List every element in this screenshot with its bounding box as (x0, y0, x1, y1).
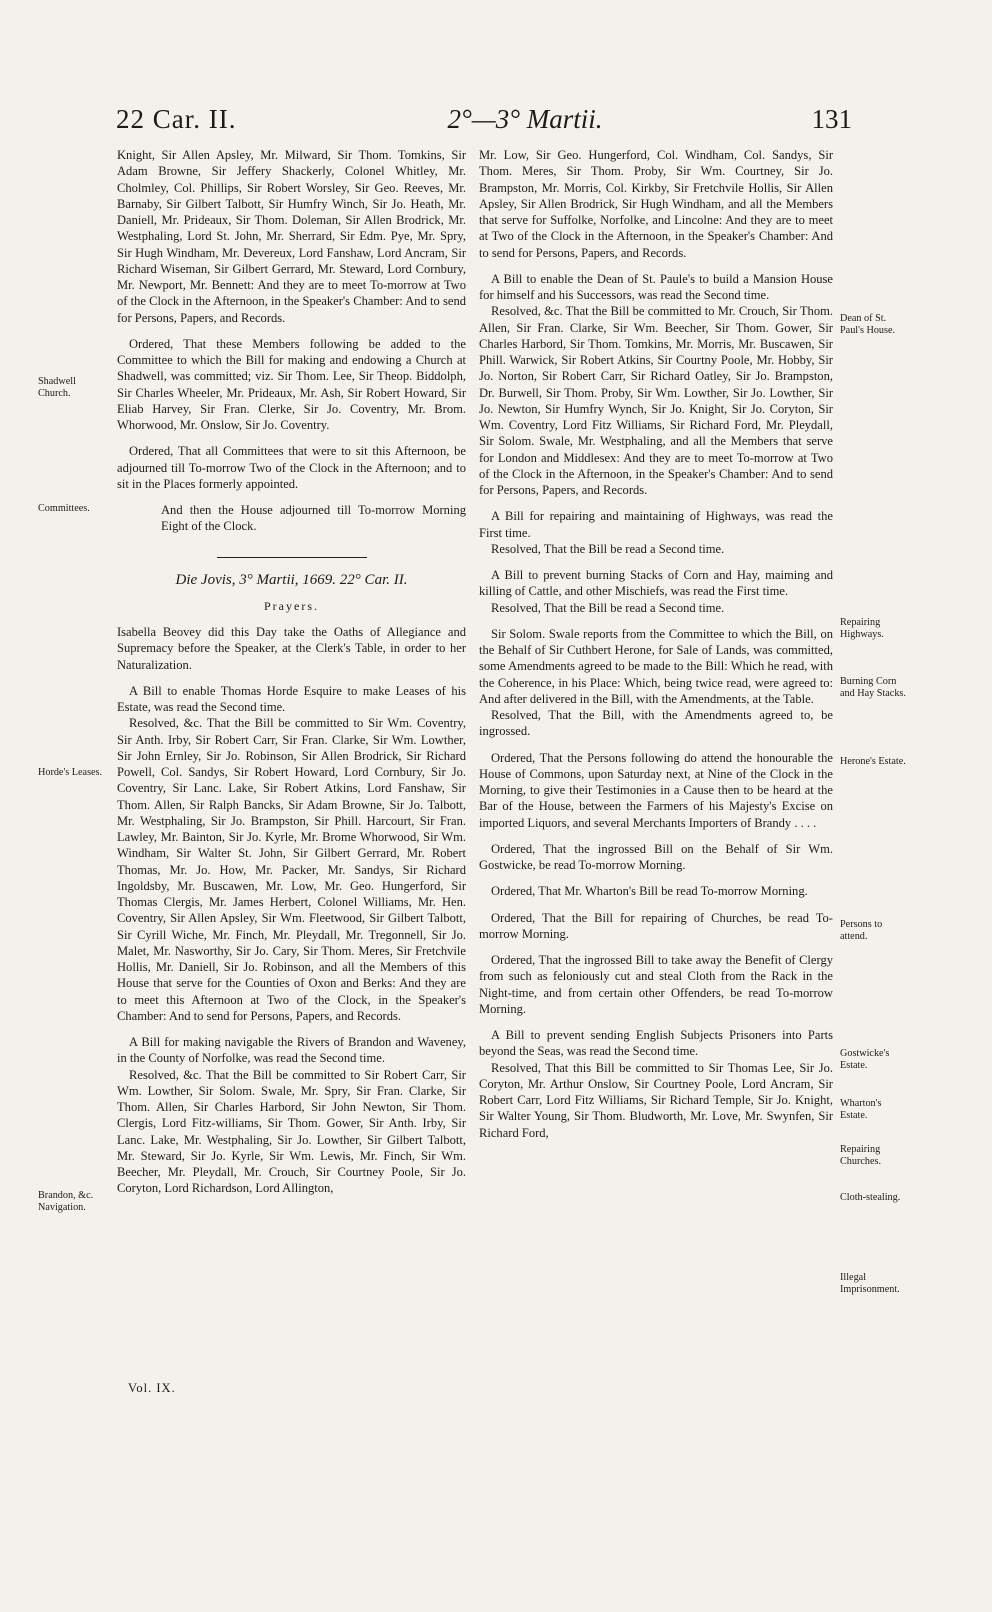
burning-bill: A Bill to prevent burning Stacks of Corn and Hay, maiming and killing of Cattle, and other Mischiefs, was read the First time. (479, 568, 833, 599)
horde-resolution: Resolved, &c. That the Bill be committed to Sir Wm. Coventry, Sir Anth. Irby, Sir Robert Carr, Sir Fran. Clarke, Sir Wm. Lowther, Sir John Ernley, Sir Jo. Robinson, Sir Allen Brodrick, Sir Richard Powell, Col. Sandys, Sir Robert Howard, Lord Cornbury, Sir Jo. Coventry, Sir Lanc. Lake, Sir Robert Atkins, Lord Fanshaw, Sir Thom. Allen, Sir Ralph Bancks, Sir Adam Browne, Sir Jo. Talbott, Mr. Westphaling, Sir Jo. Brampston, Sir Phill. Harcourt, Sir Fran. Lawley, Mr. Bainton, Sir Jo. Kyrle, Mr. Brome Whorwood, Sir Wm. Windham, Sir Walter St. John, Sir Gilbert Gerrard, Mr. Robert Thomas, Mr. Jo. How, Mr. Packer, Mr. Sandys, Sir Richard Ingoldsby, Mr. Buscawen, Mr. Low, Mr. Geo. Hungerford, Sir Thomas Clergis, Mr. James Herbert, Colonel Williams, Mr. Hen. Coventry, Sir Allen Apsley, Sir Wm. Fleetwood, Sir Gilbert Talbott, Sir Cyrill Wiche, Mr. Finch, Mr. Pleydall, Mr. Tregonnell, Sir Jo. Malet, Mr. Nasworthy, Sir Jo. Cary, Sir Thom. Meres, Sir Fretchvile Hollis, Mr. Daniell, Sir Jo. Robinson, and all the Members of this House that serve for the Counties of Oxon and Berks: And they are to meet this Afternoon at Two of the Clock, in the Speaker's Chamber: And to send for Persons, Papers, and Records. (117, 716, 466, 1023)
adjournment: And then the House adjourned till To-morrow Morning Eight of the Clock. (161, 503, 466, 534)
highways-resolution: Resolved, That the Bill be read a Second time. (491, 541, 725, 556)
dean-resolution: Resolved, &c. That the Bill be committed to Mr. Crouch, Sir Thom. Allen, Sir Fran. Clarke, Sir Wm. Beecher, Sir Thom. Gower, Sir Charles Harbord, Sir Thom. Tomkins, Mr. Morris, Mr. Buscawen, Sir Phill. Warwick, Sir Robert Atkins, Sir Courtny Poole, Mr. Hobby, Sir Jo. Norton, Sir Robert Carr, Sir Richard Oatley, Sir Jo. Brampston, Dr. Burwell, Sir Thom. Proby, Sir Wm. Lowther, Sir Jo. Lowther, Sir Jo. Newton, Sir Humfry Wynch, Sir Jo. Knight, Sir Jo. Coryton, Sir Wm. Coventry, Lord Fitz Williams, Sir Richard Ford, Mr. Pleydall, Sir Solom. Swale, Mr. Westphaling, and all the Members that serve for London and Middlesex: And they are to meet To-morrow at Two of the Clock in the Afternoon, in the Speaker's Chamber: And to send for Persons, Papers, and Records. (479, 304, 833, 497)
volume-signature: Vol. IX. (128, 1381, 176, 1395)
cloth-order: Ordered, That the ingrossed Bill to take away the Benefit of Clergy from such as feloniously cut and steal Cloth from the Rack in the Night-time, and from certain other Offenders, be read To-morrow Morning. (479, 953, 833, 1016)
section-rule (217, 557, 367, 558)
left-column (117, 147, 466, 1197)
running-head-reign: 22 Car. II. (116, 104, 237, 134)
churches-order: Ordered, That the Bill for repairing of Churches, be read To-morrow Morning. (479, 910, 833, 941)
imprisonment-bill: A Bill to prevent sending English Subjects Prisoners into Parts beyond the Seas, was read the Second time. (479, 1028, 833, 1059)
margin-note-herone: Herone's Estate. (840, 756, 906, 767)
prayers-heading: Prayers. (264, 598, 319, 613)
dean-bill: A Bill to enable the Dean of St. Paule's to build a Mansion House for himself and his Successors, was read the Second time. (479, 271, 833, 302)
margin-note-horde: Horde's Leases. (38, 767, 103, 778)
gostwicke-order: Ordered, That the ingrossed Bill on the Behalf of Sir Wm. Gostwicke, be read To-morrow Morning. (479, 841, 833, 872)
brandon-resolution: Resolved, &c. That the Bill be committed to Sir Robert Carr, Sir Wm. Lowther, Sir Solom. Swale, Mr. Spry, Sir Fran. Clarke, Sir Thom. Allen, Sir Charles Harbord, Sir John Newton, Sir Thom. Clergis, Lord Fitz-williams, Sir Thom. Gower, Sir Anth. Irby, Sir Lanc. Lake, Mr. Westphaling, Sir Jo. Lowther, Sir Gilbert Talbott, Mr. Steward, Sir Jo. Kyrle, Sir Wm. Lewis, Mr. Finch, Sir Wm. Beecher, Mr. Pleydall, Mr. Crouch, Sir Courtney Poole, Sir Jo. Coryton, Lord Richardson, Lord Allington, (117, 1067, 466, 1196)
persons-order: Ordered, That the Persons following do attend the honourable the House of Commons, upon Saturday next, at Nine of the Clock in the Morning, to give their Testimonies in a Cause then to be heard at the Bar of the House, between the Farmers of his Majesty's Excise on imported Liquors, and several Merchants Importers of Brandy . . . . (479, 750, 833, 830)
margin-note-wharton: Wharton's Estate. (840, 1098, 882, 1121)
margin-note-shadwell: Shadwell Church. (38, 376, 76, 399)
margin-note-gostwicke: Gostwicke's Estate. (840, 1048, 890, 1071)
margin-note-brandon: Brandon, &c. Navigation. (38, 1190, 94, 1213)
herone-report: Sir Solom. Swale reports from the Committee to which the Bill, on the Behalf of Sir Cuthbert Herone, for Sale of Lands, was committed, some Amendments agreed to be made to the Bill: Which he read, with the Coherence, in his Place: Which, being twice read, were agreed to: And after delivered in the Bill, with the Amendments, at the Table. (479, 626, 833, 706)
margin-note-burning: Burning Corn and Hay Stacks. (840, 676, 906, 699)
wharton-order: Ordered, That Mr. Wharton's Bill be read To-morrow Morning. (491, 884, 808, 899)
day-heading: Die Jovis, 3° Martii, 1669. 22° Car. II. (175, 571, 408, 588)
page-header (0, 104, 992, 146)
shadwell-order: Ordered, That these Members following be added to the Committee to which the Bill for making and endowing a Church at Shadwell, was committed; viz. Sir Thom. Lee, Sir Theop. Biddolph, Sir Charles Wheeler, Mr. Prideaux, Mr. Ash, Sir Robert Howard, Sir Eliab Harvey, Sir Fran. Clerke, Sir Jo. Coventry, Mr. Brom. Whorwood, Mr. Onslow, Sir Jo. Coventry. (117, 336, 466, 432)
naturalization-entry: Isabella Beovey did this Day take the Oaths of Allegiance and Supremacy before the Speaker, at the Clerk's Table, in order to her Naturalization. (117, 625, 466, 672)
margin-note-churches: Repairing Churches. (840, 1144, 882, 1167)
margin-note-highways: Repairing Highways. (840, 617, 884, 640)
brandon-bill: A Bill for making navigable the Rivers of Brandon and Waveney, in the County of Norfolke, was read the Second time. (117, 1035, 466, 1066)
page-number: 131 (811, 104, 852, 134)
margin-note-committees: Committees. (38, 503, 90, 514)
margin-note-persons: Persons to attend. (840, 919, 883, 942)
committee-list-continued: Knight, Sir Allen Apsley, Mr. Milward, Sir Thom. Tomkins, Sir Adam Browne, Sir Jeffery Shackerly, Colonel Whitley, Mr. Cholmley, Col. Phillips, Sir Robert Worsley, Sir Geo. Reeves, Mr. Barnaby, Sir Gilbert Talbott, Sir Humfry Winch, Sir Jo. Heath, Mr. Daniell, Mr. Prideaux, Sir Thom. Doleman, Sir Allen Brodrick, Mr. Westphaling, Lord St. John, Mr. Sherrard, Sir Edm. Pye, Mr. Spry, Sir Hugh Windham, Mr. Devereux, Lord Fanshaw, Lord Ancram, Sir Richard Wiseman, Sir Gilbert Gerrard, Mr. Steward, Lord Cornbury, Mr. Newport, Mr. Bennett: And they are to meet To-morrow at Two of the Clock in the Afternoon, in the Speaker's Chamber: And to send for Persons, Papers, and Records. (117, 148, 466, 325)
margin-note-cloth: Cloth-stealing. (840, 1192, 901, 1203)
margin-note-imprison: Illegal Imprisonment. (840, 1272, 900, 1295)
committees-order: Ordered, That all Committees that were to sit this Afternoon, be adjourned till To-morrow Two of the Clock in the Afternoon; and to sit in the Places formerly appointed. (117, 444, 466, 491)
running-head-date: 2°—3° Martii. (447, 104, 603, 134)
burning-resolution: Resolved, That the Bill be read a Second time. (491, 600, 725, 615)
imprisonment-resolution: Resolved, That this Bill be committed to Sir Thomas Lee, Sir Jo. Coryton, Mr. Arthur Onslow, Sir Courtney Poole, Lord Ancram, Sir Robert Carr, Lord Fitz Williams, Sir Richard Temple, Sir Jo. Knight, Sir Walter Young, Sir Thom. Bludworth, Mr. Love, Mr. Swynfen, Sir Richard Ford, (479, 1060, 833, 1140)
horde-bill: A Bill to enable Thomas Horde Esquire to make Leases of his Estate, was read the Second time. (117, 683, 466, 714)
margin-note-dean: Dean of St. Paul's House. (840, 313, 896, 336)
herone-resolution: Resolved, That the Bill, with the Amendments agreed to, be ingrossed. (479, 708, 833, 739)
highways-bill: A Bill for repairing and maintaining of Highways, was read the First time. (479, 509, 833, 540)
right-column (479, 147, 833, 1141)
committee-list-continued-right: Mr. Low, Sir Geo. Hungerford, Col. Windham, Col. Sandys, Sir Thom. Meres, Sir Thom. Proby, Sir Wm. Courtney, Sir Jo. Brampston, Mr. Morris, Col. Kirkby, Sir Fretchvile Hollis, Sir Allen Apsley, Sir Allen Brodrick, Sir Hugh Windham, and all the Members that serve for Suffolke, Norfolke, and Lincolne: And they are to meet at Two of the Clock in the Afternoon, in the Speaker's Chamber: And to send for Persons, Papers, and Records. (479, 148, 833, 260)
